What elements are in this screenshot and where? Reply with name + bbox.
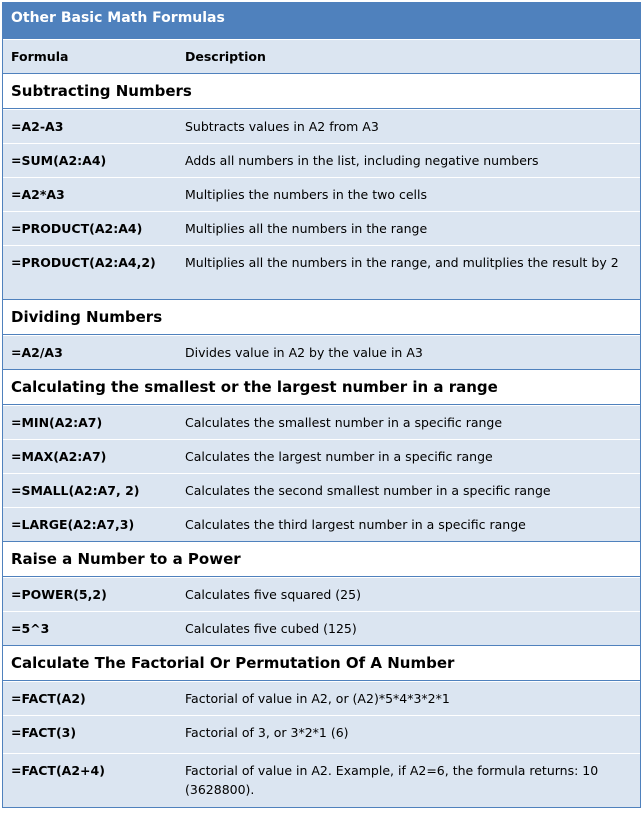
- description-cell: Divides value in A2 by the value in A3: [185, 345, 423, 360]
- description-cell: Calculates the second smallest number in a specific range: [185, 483, 551, 498]
- section-title: Dividing Numbers: [3, 299, 640, 335]
- formula-cell: =FACT(A2): [11, 691, 86, 706]
- description-cell: Multiplies all the numbers in the range, and mulitplies the result by 2: [185, 255, 619, 270]
- description-cell: Calculates the smallest number in a specific range: [185, 415, 503, 430]
- formula-cell: =PRODUCT(A2:A4,2): [11, 255, 156, 270]
- table-row: [3, 245, 640, 299]
- description-cell: Factorial of value in A2, or (A2)*5*4*3*2*1: [185, 691, 450, 706]
- formula-cell: =POWER(5,2): [11, 587, 107, 602]
- description-cell: Calculates the third largest number in a specific range: [185, 517, 526, 532]
- section-title: Calculate The Factorial Or Permutation Of A Number: [3, 645, 640, 681]
- column-header-formula: Formula: [11, 49, 69, 64]
- column-header-description: Description: [185, 49, 266, 64]
- formula-cell: =A2*A3: [11, 187, 65, 202]
- table-row: [3, 611, 640, 645]
- formula-table: [2, 2, 641, 808]
- description-cell: Calculates five cubed (125): [185, 621, 357, 636]
- formula-cell: =SMALL(A2:A7, 2): [11, 483, 140, 498]
- formula-cell: =SUM(A2:A4): [11, 153, 107, 168]
- description-cell: Calculates the largest number in a specific range: [185, 449, 493, 464]
- table-row: [3, 335, 640, 369]
- table-row: [3, 681, 640, 715]
- description-cell: Adds all numbers in the list, including negative numbers: [185, 153, 539, 168]
- formula-cell: =MIN(A2:A7): [11, 415, 103, 430]
- formula-cell: =MAX(A2:A7): [11, 449, 107, 464]
- formula-cell: =LARGE(A2:A7,3): [11, 517, 135, 532]
- formula-cell: =A2/A3: [11, 345, 63, 360]
- section-title: Subtracting Numbers: [3, 73, 640, 109]
- table-row: [3, 439, 640, 473]
- formula-cell: =PRODUCT(A2:A4): [11, 221, 143, 236]
- table-row: [3, 109, 640, 143]
- column-header-row: [3, 39, 640, 73]
- formula-cell: =FACT(3): [11, 725, 77, 740]
- table-row: [3, 211, 640, 245]
- table-row: [3, 177, 640, 211]
- description-cell: Subtracts values in A2 from A3: [185, 119, 379, 134]
- formula-cell: =FACT(A2+4): [11, 763, 105, 778]
- table-row: [3, 577, 640, 611]
- description-cell: Calculates five squared (25): [185, 587, 361, 602]
- formula-cell: =5^3: [11, 621, 50, 636]
- description-cell: Multiplies the numbers in the two cells: [185, 187, 427, 202]
- table-row: [3, 473, 640, 507]
- table-title: Other Basic Math Formulas: [3, 3, 640, 39]
- formula-cell: =A2-A3: [11, 119, 64, 134]
- table-row: [3, 753, 640, 807]
- section-title: Calculating the smallest or the largest number in a range: [3, 369, 640, 405]
- description-cell: Factorial of 3, or 3*2*1 (6): [185, 725, 349, 740]
- table-row: [3, 143, 640, 177]
- section-title: Raise a Number to a Power: [3, 541, 640, 577]
- table-row: [3, 405, 640, 439]
- description-cell: Factorial of value in A2. Example, if A2=6, the formula returns: 10 (3628800).: [185, 763, 599, 797]
- description-cell: Multiplies all the numbers in the range: [185, 221, 428, 236]
- table-row: [3, 507, 640, 541]
- table-row: [3, 715, 640, 753]
